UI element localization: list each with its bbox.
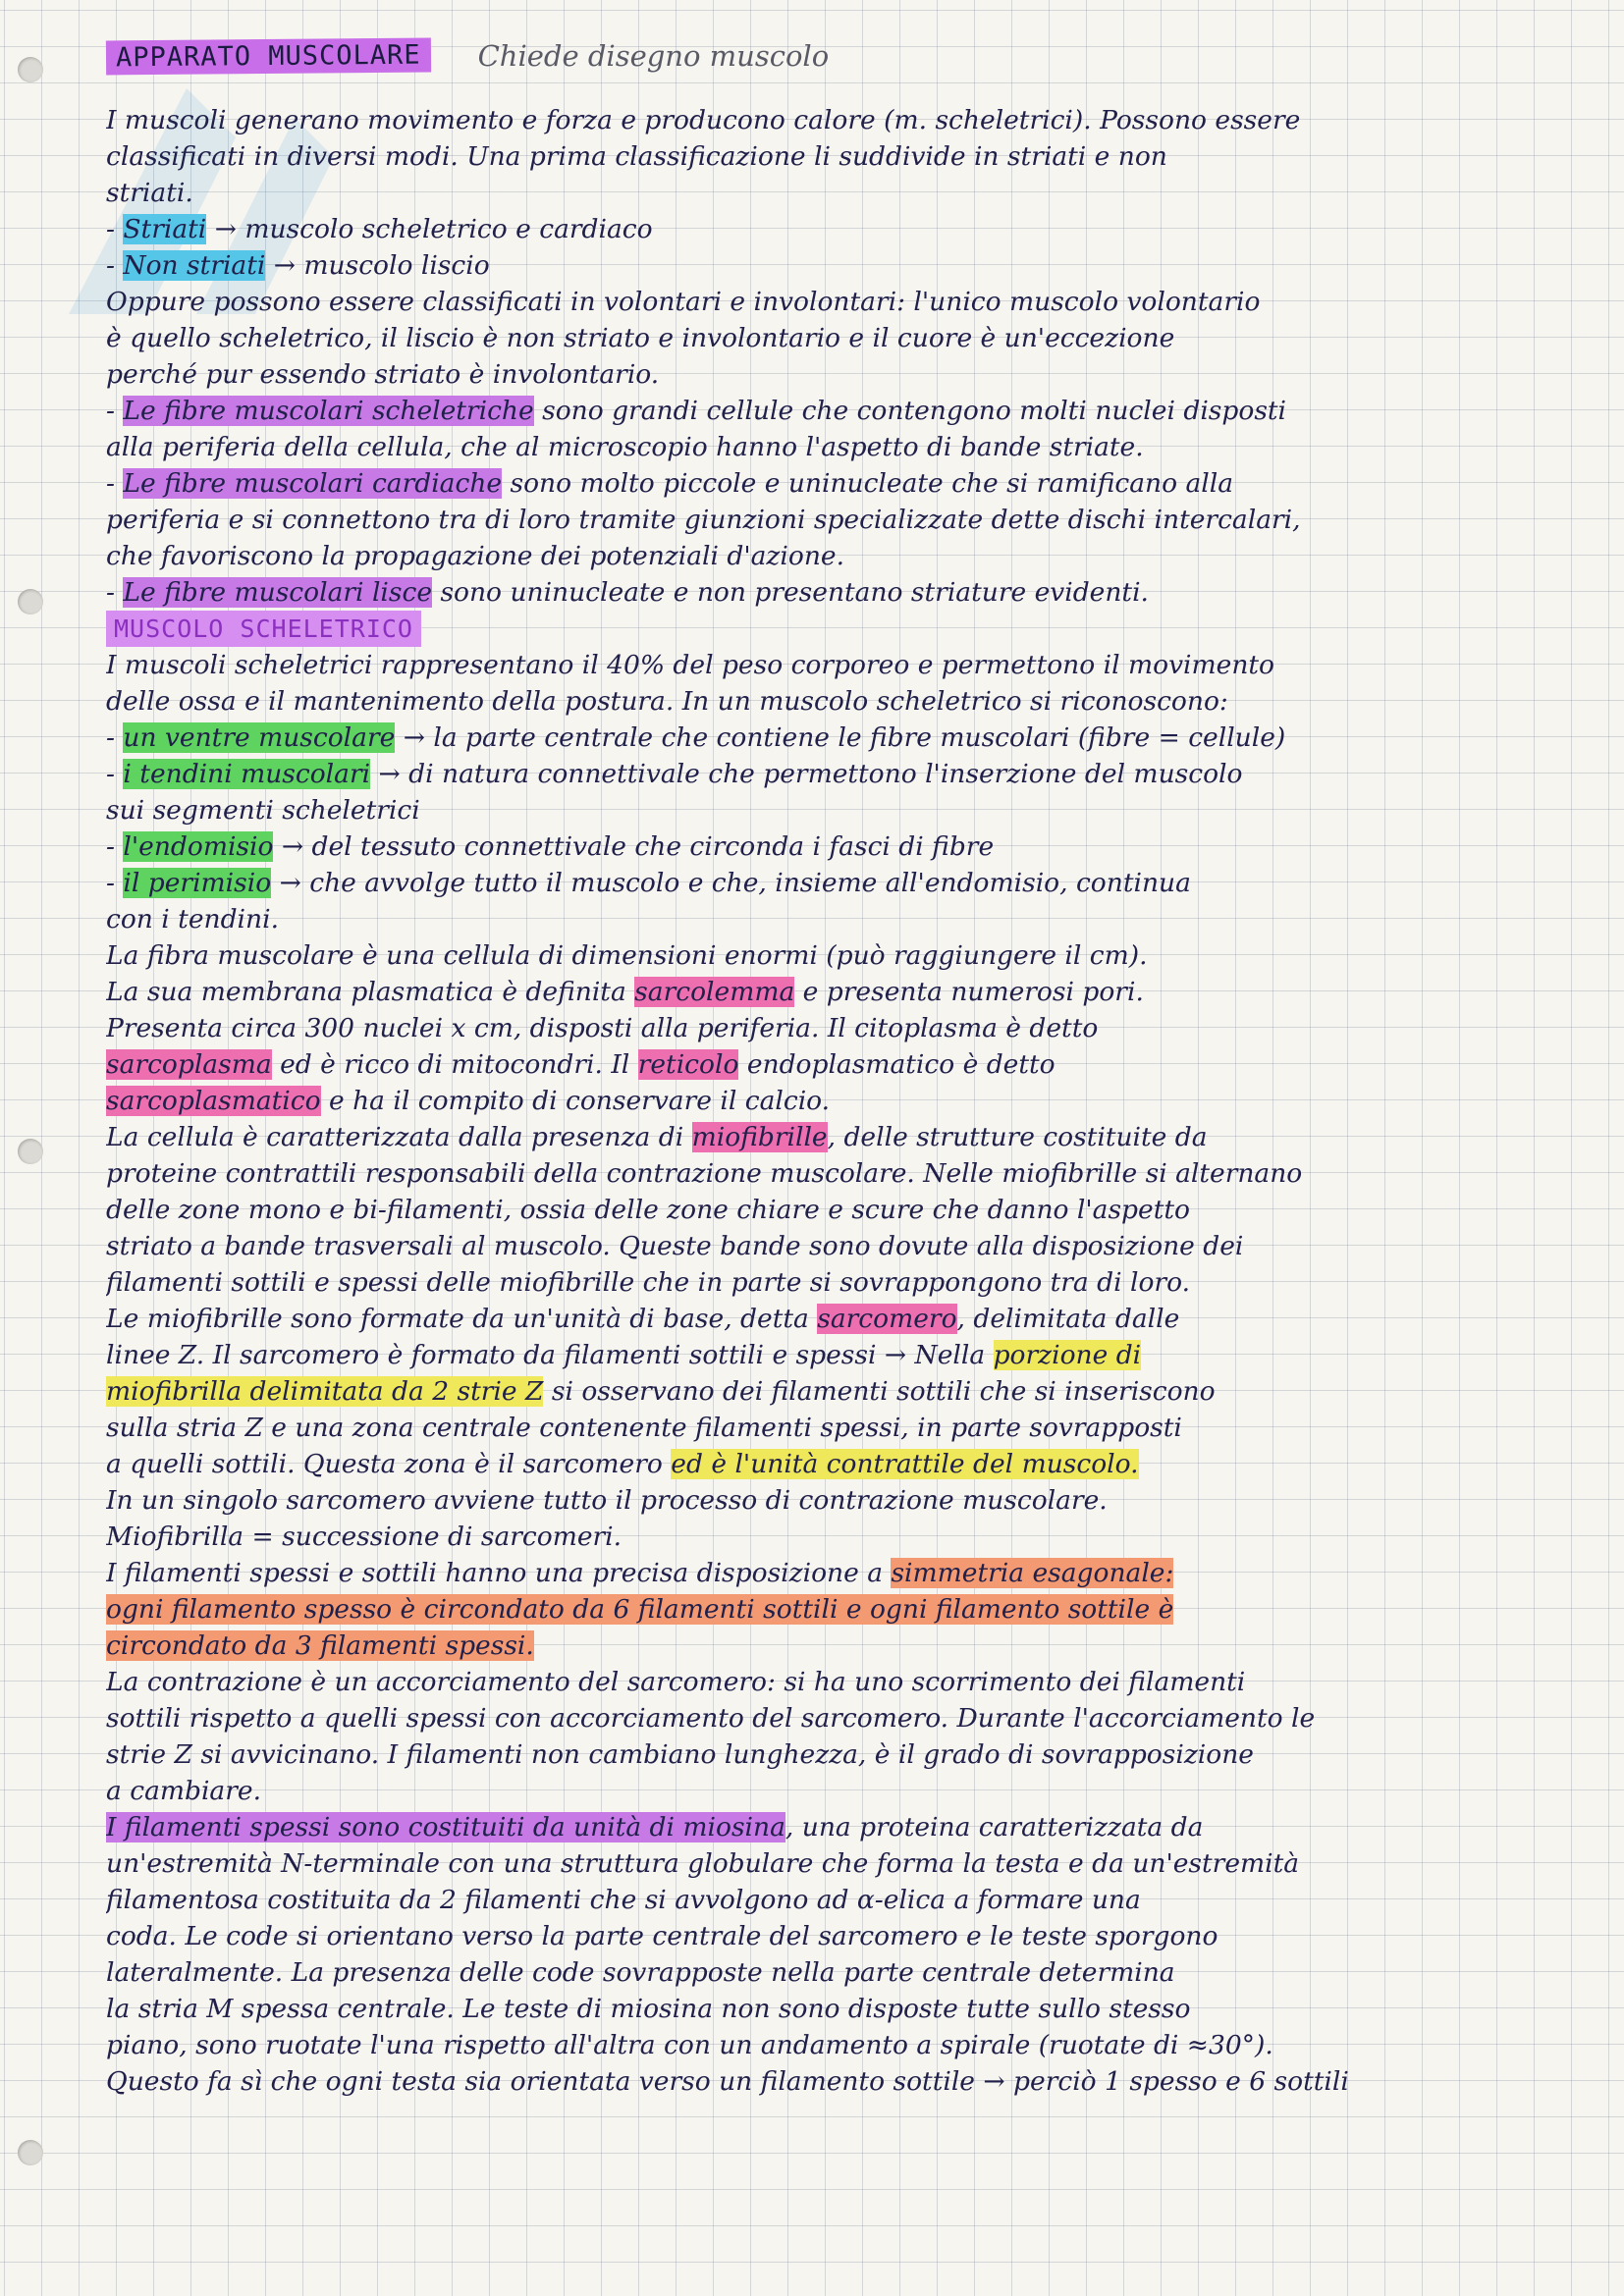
highlight-reticolo: reticolo bbox=[637, 1049, 739, 1080]
header-note: Chiede disegno muscolo bbox=[477, 39, 830, 73]
highlight-porzione: porzione di bbox=[993, 1340, 1142, 1370]
text-line: La contrazione è un accorciamento del sarcomero: si ha uno scorrimento dei filamenti bbox=[106, 1667, 1246, 1697]
text-line: linee Z. Il sarcomero è formato da filamenti sottili e spessi → Nella porzione di bbox=[106, 1340, 1142, 1370]
text-line: I muscoli generano movimento e forza e producono calore (m. scheletrici). Possono essere bbox=[106, 105, 1301, 135]
text-line: La sua membrana plasmatica è definita sarcolemma e presenta numerosi pori. bbox=[106, 977, 1144, 1007]
text-line: striato a bande trasversali al muscolo. Queste bande sono dovute alla disposizione dei bbox=[106, 1231, 1244, 1261]
page-header bbox=[106, 33, 829, 79]
text-line: Presenta circa 300 nuclei x cm, disposti alla periferia. Il citoplasma è detto bbox=[106, 1013, 1099, 1043]
highlight-miofibrilla-strie: miofibrilla delimitata da 2 strie Z bbox=[106, 1376, 544, 1407]
text-line: proteine contrattili responsabili della contrazione muscolare. Nelle miofibrille si alternano bbox=[106, 1158, 1303, 1189]
text-line: classificati in diversi modi. Una prima classificazione li suddivide in striati e non bbox=[106, 141, 1167, 172]
binder-hole bbox=[18, 589, 43, 614]
text-line: miofibrilla delimitata da 2 strie Z si osservano dei filamenti sottili che si inseriscono bbox=[106, 1376, 1216, 1407]
text-line: sui segmenti scheletrici bbox=[106, 795, 420, 826]
text-line: I muscoli scheletrici rappresentano il 40% del peso corporeo e permettono il movimento bbox=[106, 650, 1275, 680]
text-line: - Striati → muscolo scheletrico e cardiaco bbox=[106, 214, 653, 244]
text-line: filamenti sottili e spessi delle miofibrille che in parte si sovrappongono tra di loro. bbox=[106, 1267, 1191, 1298]
text-line: - Non striati → muscolo liscio bbox=[106, 250, 490, 281]
text-line: sulla stria Z e una zona centrale contenente filamenti spessi, in parte sovrapposti bbox=[106, 1413, 1182, 1443]
text-line: che favoriscono la propagazione dei potenziali d'azione. bbox=[106, 541, 844, 571]
highlight-fibre-lisce: Le fibre muscolari lisce bbox=[123, 577, 433, 608]
highlight-sarcolemma: sarcolemma bbox=[634, 977, 795, 1007]
text-line: Oppure possono essere classificati in volontari e involontari: l'unico muscolo volontario bbox=[106, 287, 1261, 317]
highlight-fibre-scheletriche: Le fibre muscolari scheletriche bbox=[123, 396, 534, 426]
text-line: a cambiare. bbox=[106, 1776, 262, 1806]
highlight-sarcoplasmatico: sarcoplasmatico bbox=[106, 1086, 321, 1116]
text-line: è quello scheletrico, il liscio è non striato e involontario e il cuore è un'eccezione bbox=[106, 323, 1175, 353]
highlight-perimisio: il perimisio bbox=[123, 868, 272, 898]
text-line: In un singolo sarcomero avviene tutto il processo di contrazione muscolare. bbox=[106, 1485, 1108, 1516]
section-heading-line bbox=[106, 611, 1555, 647]
highlight-endomisio: l'endomisio bbox=[123, 831, 274, 862]
text-line: I filamenti spessi e sottili hanno una precisa disposizione a simmetria esagonale: bbox=[106, 1558, 1174, 1588]
text-line: sottili rispetto a quelli spessi con accorciamento del sarcomero. Durante l'accorciamento le bbox=[106, 1703, 1316, 1734]
text-line: strie Z si avvicinano. I filamenti non cambiano lunghezza, è il grado di sovrapposizione bbox=[106, 1739, 1254, 1770]
text-line: la stria M spessa centrale. Le teste di miosina non sono disposte tutte sullo stesso bbox=[106, 1994, 1191, 2024]
text-line: periferia e si connettono tra di loro tramite giunzioni specializzate dette dischi intercalari, bbox=[106, 505, 1301, 535]
binder-hole bbox=[18, 2140, 43, 2165]
text-line: - un ventre muscolare → la parte centrale che contiene le fibre muscolari (fibre = cellule) bbox=[106, 722, 1286, 753]
text-line bbox=[106, 1628, 1555, 1664]
text-line: striati. bbox=[106, 178, 193, 208]
text-line: I filamenti spessi sono costituiti da unità di miosina, una proteina caratterizzata da bbox=[106, 1812, 1204, 1842]
text-line: lateralmente. La presenza delle code sovrapposte nella parte centrale determina bbox=[106, 1957, 1175, 1988]
highlight-miofibrille: miofibrille bbox=[691, 1122, 828, 1152]
highlight-tendini: i tendini muscolari bbox=[123, 759, 371, 789]
highlight-circondato: circondato da 3 filamenti spessi. bbox=[106, 1630, 534, 1661]
highlight-non-striati: Non striati bbox=[123, 250, 266, 281]
text-line: coda. Le code si orientano verso la parte centrale del sarcomero e le teste sporgono bbox=[106, 1921, 1218, 1951]
text-line: delle ossa e il mantenimento della postura. In un muscolo scheletrico si riconoscono: bbox=[106, 686, 1228, 717]
text-line: - Le fibre muscolari cardiache sono molto piccole e uninucleate che si ramificano alla bbox=[106, 468, 1234, 499]
notes-body bbox=[106, 102, 1555, 2100]
text-line: La fibra muscolare è una cellula di dimensioni enormi (può raggiungere il cm). bbox=[106, 940, 1148, 971]
highlight-simmetria: simmetria esagonale: bbox=[891, 1558, 1174, 1588]
text-line: filamentosa costituita da 2 filamenti che si avvolgono ad α-elica a formare una bbox=[106, 1885, 1141, 1915]
binder-hole bbox=[18, 1139, 43, 1164]
text-line: a quelli sottili. Questa zona è il sarcomero ed è l'unità contrattile del muscolo. bbox=[106, 1449, 1139, 1479]
highlight-ventre: un ventre muscolare bbox=[123, 722, 396, 753]
text-line: - Le fibre muscolari lisce sono uninucleate e non presentano striature evidenti. bbox=[106, 577, 1149, 608]
text-line: sarcoplasma ed è ricco di mitocondri. Il reticolo endoplasmatico è detto bbox=[106, 1049, 1056, 1080]
text-line: La cellula è caratterizzata dalla presenza di miofibrille, delle strutture costituite da bbox=[106, 1122, 1208, 1152]
binder-hole bbox=[18, 57, 43, 82]
section-heading: MUSCOLO SCHELETRICO bbox=[106, 611, 421, 647]
text-line: - Le fibre muscolari scheletriche sono grandi cellule che contengono molti nuclei disposti bbox=[106, 396, 1287, 426]
text-line: - i tendini muscolari → di natura connettivale che permettono l'inserzione del muscolo bbox=[106, 759, 1243, 789]
text-line bbox=[106, 1591, 1555, 1628]
text-line: un'estremità N-terminale con una struttura globulare che forma la testa e da un'estremità bbox=[106, 1848, 1300, 1879]
highlight-sarcoplasma: sarcoplasma bbox=[106, 1049, 272, 1080]
text-line: con i tendini. bbox=[106, 904, 279, 934]
highlight-fibre-cardiache: Le fibre muscolari cardiache bbox=[123, 468, 503, 499]
page-title: APPARATO MUSCOLARE bbox=[106, 37, 431, 75]
text-line: delle zone mono e bi-filamenti, ossia delle zone chiare e scure che danno l'aspetto bbox=[106, 1195, 1190, 1225]
highlight-sarcomero: sarcomero bbox=[817, 1304, 957, 1334]
text-line: - l'endomisio → del tessuto connettivale che circonda i fasci di fibre bbox=[106, 831, 995, 862]
text-line: alla periferia della cellula, che al microscopio hanno l'aspetto di bande striate. bbox=[106, 432, 1144, 462]
text-line: Miofibrilla = successione di sarcomeri. bbox=[106, 1522, 623, 1552]
text-line: Questo fa sì che ogni testa sia orientata verso un filamento sottile → perciò 1 spesso e 6 sottili bbox=[106, 2066, 1349, 2097]
text-line: perché pur essendo striato è involontario. bbox=[106, 359, 660, 390]
text-line: piano, sono ruotate l'una rispetto all'altra con un andamento a spirale (ruotate di ≈30°). bbox=[106, 2030, 1273, 2060]
highlight-striati: Striati bbox=[123, 214, 207, 244]
highlight-unita-contrattile: ed è l'unità contrattile del muscolo. bbox=[671, 1449, 1139, 1479]
highlight-filamento-spesso: ogni filamento spesso è circondato da 6 filamenti sottili e ogni filamento sottile è bbox=[106, 1594, 1174, 1625]
text-line: sarcoplasmatico e ha il compito di conservare il calcio. bbox=[106, 1086, 831, 1116]
text-line: Le miofibrille sono formate da un'unità di base, detta sarcomero, delimitata dalle bbox=[106, 1304, 1180, 1334]
text-line: - il perimisio → che avvolge tutto il muscolo e che, insieme all'endomisio, continua bbox=[106, 868, 1191, 898]
highlight-miosina: I filamenti spessi sono costituiti da unità di miosina bbox=[106, 1812, 785, 1842]
